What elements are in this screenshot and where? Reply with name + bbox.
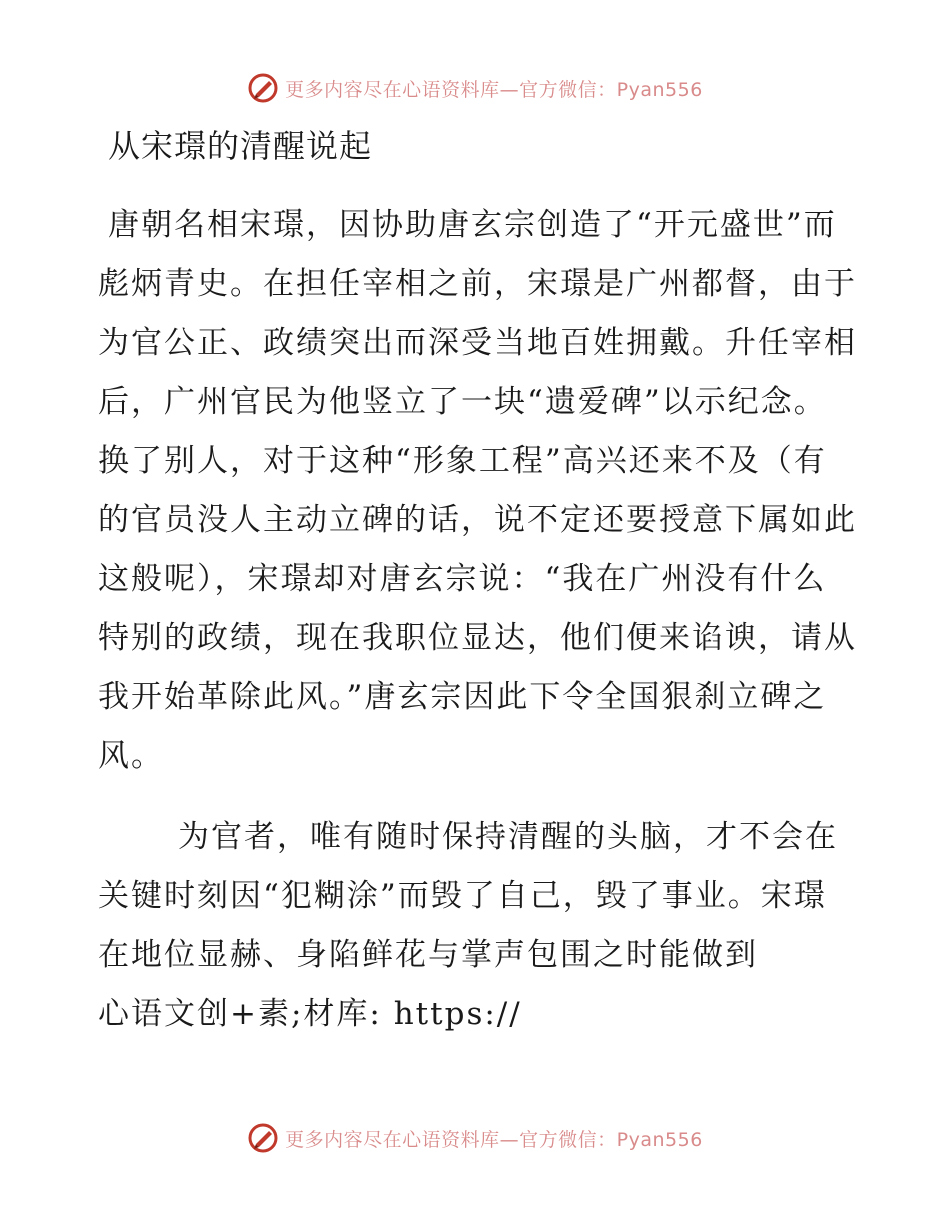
article-title: 从宋璟的清醒说起	[108, 127, 373, 165]
header-banner-text: 更多内容尽在心语资料库—官方微信：Pyan556	[285, 78, 703, 101]
article-body	[98, 196, 858, 1044]
header-banner	[0, 72, 950, 104]
paragraph-3: 心语文创+素;材库: https://	[98, 996, 522, 1032]
footer-banner-text: 更多内容尽在心语资料库—官方微信：Pyan556	[285, 1128, 703, 1151]
footer-banner	[0, 1122, 950, 1154]
paragraph-1: 唐朝名相宋璟，因协助唐玄宗创造了“开元盛世”而彪炳青史。在担任宰相之前，宋璟是广州都督，由于为官公正、政绩突出而深受当地百姓拥戴。升任宰相后，广州官民为他竖立了一块“遗爱碑”以示纪念。换了别人，对于这种“形象工程”高兴还来不及（有的官员没人主动立碑的话，说不定还要授意下属如此这般呢），宋璟却对唐玄宗说：“我在广州没有什么特别的政绩，现在我职位显达，他们便来谄谀，请从我开始革除此风。”唐玄宗因此下令全国狠刹立碑之风。	[98, 207, 857, 774]
pen-circle-logo-icon	[247, 72, 279, 104]
pen-circle-logo-icon	[247, 1122, 279, 1154]
paragraph-2: 为官者，唯有随时保持清醒的头脑，才不会在关键时刻因“犯糊涂”而毁了自己，毁了事业。宋璟在地位显赫、身陷鲜花与掌声包围之时能做到	[98, 819, 838, 973]
